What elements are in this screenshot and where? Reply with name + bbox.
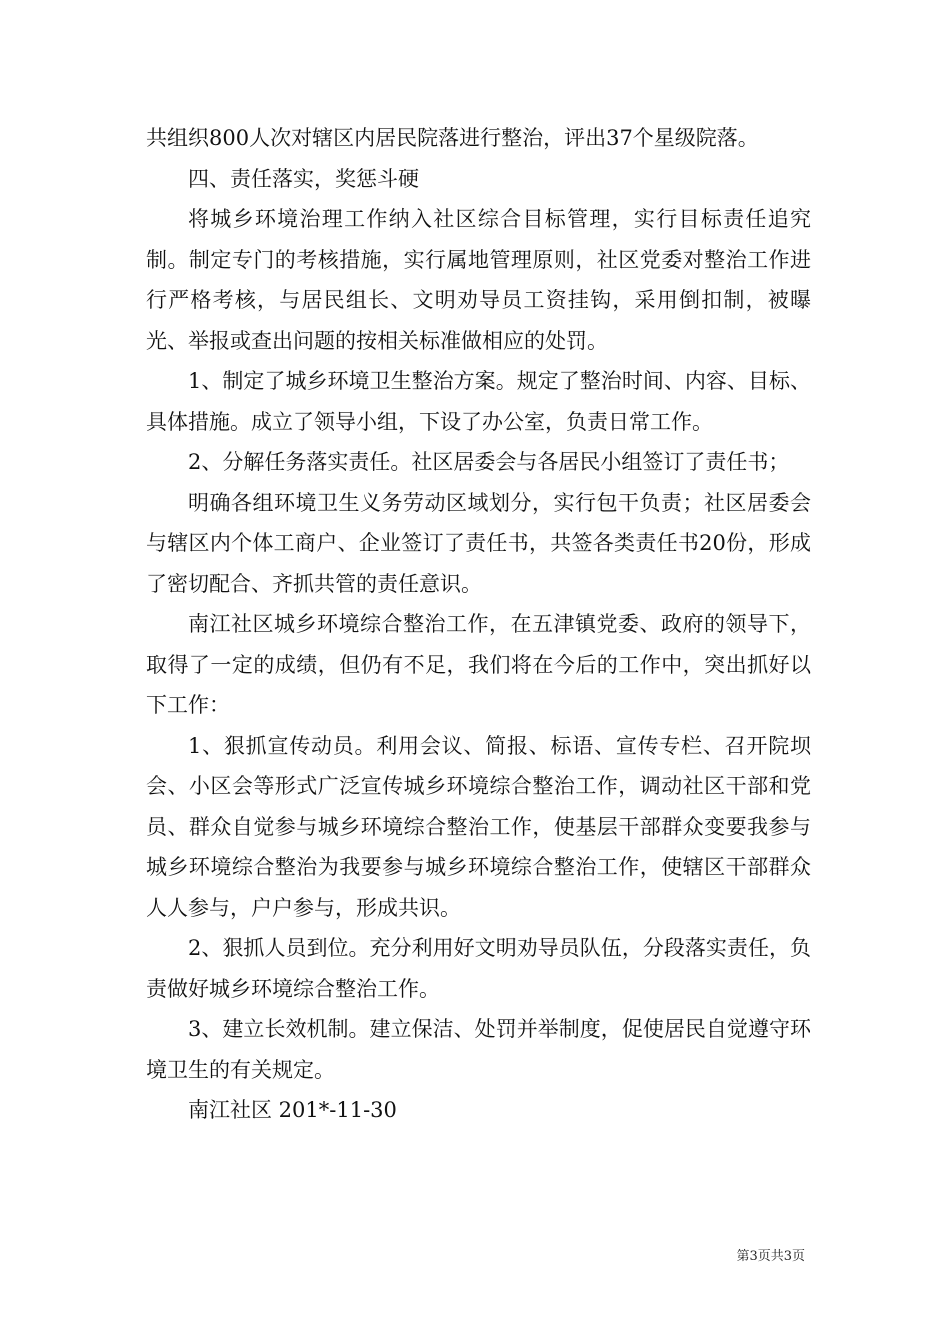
paragraph-item-responsibility: 2、分解任务落实责任。社区居委会与各居民小组签订了责任书； — [188, 450, 790, 474]
paragraph-item-mechanism: 3、建立长效机制。建立保洁、处罚并举制度，促使居民自觉遵守环境卫生的有关规定。 — [146, 1017, 811, 1082]
document-body — [146, 118, 811, 1131]
signature-date: 南江社区 201*-11-30 — [188, 1098, 397, 1122]
paragraph-item-plan: 1、制定了城乡环境卫生整治方案。规定了整治时间、内容、目标、具体措施。成立了领导小组，下设了办公室，负责日常工作。 — [146, 369, 811, 434]
paragraph-area-division: 明确各组环境卫生义务劳动区域划分，实行包干负责；社区居委会与辖区内个体工商户、企业签订了责任书，共签各类责任书20份，形成了密切配合、齐抓共管的责任意识。 — [146, 490, 811, 596]
page-number-footer: 第3页共3页 — [736, 1249, 805, 1264]
paragraph-target-management: 将城乡环境治理工作纳入社区综合目标管理，实行目标责任追究制。制定专门的考核措施，实行属地管理原则，社区党委对整治工作进行严格考核，与居民组长、文明劝导员工资挂钩，采用倒扣制，被曝光、举报或查出问题的按相关标准做相应的处罚。 — [146, 207, 811, 353]
paragraph-item-publicity: 1、狠抓宣传动员。利用会议、简报、标语、宣传专栏、召开院坝会、小区会等形式广泛宣传城乡环境综合整治工作，调动社区干部和党员、群众自觉参与城乡环境综合整治工作，使基层干部群众变要我参与城乡环境综合整治为我要参与城乡环境综合整治工作，使辖区干部群众人人参与，户户参与，形成共识。 — [146, 733, 811, 920]
paragraph-continuation: 共组织800人次对辖区内居民院落进行整治，评出37个星级院落。 — [146, 126, 759, 150]
paragraph-summary: 南江社区城乡环境综合整治工作，在五津镇党委、政府的领导下，取得了一定的成绩，但仍有不足，我们将在今后的工作中，突出抓好以下工作： — [146, 612, 811, 717]
paragraph-item-personnel: 2、狠抓人员到位。充分利用好文明劝导员队伍，分段落实责任，负责做好城乡环境综合整治工作。 — [146, 936, 811, 1001]
section-heading: 四、责任落实，奖惩斗硬 — [188, 166, 419, 191]
